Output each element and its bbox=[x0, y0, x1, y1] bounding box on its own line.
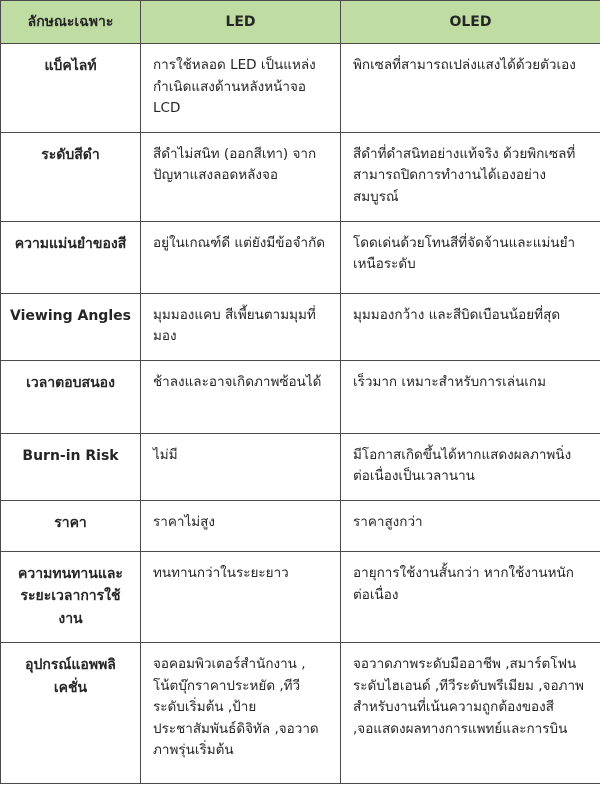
row-oled-cell: มุมมองกว้าง และสีบิดเบือนน้อยที่สุด bbox=[341, 293, 600, 360]
row-oled-cell: สีดำที่ดำสนิทอย่างแท้จริง ด้วยพิกเซลที่สามารถปิดการทำงานได้เองอย่างสมบูรณ์ bbox=[341, 132, 600, 221]
row-oled-cell: มีโอกาสเกิดขึ้นได้หากแสดงผลภาพนิ่งต่อเนื่องเป็นเวลานาน bbox=[341, 433, 600, 500]
row-led-cell: ราคาไม่สูง bbox=[141, 500, 341, 551]
table-row bbox=[1, 293, 600, 360]
row-oled-cell: โดดเด่นด้วยโทนสีที่จัดจ้านและแม่นยำเหนือระดับ bbox=[341, 221, 600, 293]
row-feature: Viewing Angles bbox=[1, 293, 141, 360]
table-row bbox=[1, 132, 600, 221]
table-row bbox=[1, 433, 600, 500]
table-row bbox=[1, 221, 600, 293]
row-led-cell: สีดำไม่สนิท (ออกสีเทา) จากปัญหาแสงลอดหลังจอ bbox=[141, 132, 341, 221]
header-row bbox=[1, 1, 600, 44]
row-feature: ราคา bbox=[1, 500, 141, 551]
header-oled: OLED bbox=[341, 1, 600, 44]
table-row bbox=[1, 360, 600, 433]
row-feature: เวลาตอบสนอง bbox=[1, 360, 141, 433]
table-row bbox=[1, 551, 600, 642]
row-led-cell: การใช้หลอด LED เป็นแหล่งกำเนิดแสงด้านหลังหน้าจอ LCD bbox=[141, 44, 341, 133]
row-led-cell: อยู่ในเกณฑ์ดี แต่ยังมีข้อจำกัด bbox=[141, 221, 341, 293]
row-feature: ความทนทานและระยะเวลาการใช้งาน bbox=[1, 551, 141, 642]
table-row bbox=[1, 643, 600, 784]
row-oled-cell: ราคาสูงกว่า bbox=[341, 500, 600, 551]
row-led-cell: มุมมองแคบ สีเพี้ยนตามมุมที่มอง bbox=[141, 293, 341, 360]
table-row bbox=[1, 500, 600, 551]
row-oled-cell: เร็วมาก เหมาะสำหรับการเล่นเกม bbox=[341, 360, 600, 433]
table-row bbox=[1, 44, 600, 133]
row-led-cell: จอคอมพิวเตอร์สำนักงาน , โน้ตบุ๊กราคาประหยัด ,ทีวีระดับเริ่มต้น ,ป้ายประชาสัมพันธ์ดิจิทัล ,จอวาดภาพรุ่นเริ่มต้น bbox=[141, 643, 341, 784]
row-oled-cell: อายุการใช้งานสั้นกว่า หากใช้งานหนักต่อเนื่อง bbox=[341, 551, 600, 642]
table-header bbox=[1, 1, 600, 44]
row-feature: Burn-in Risk bbox=[1, 433, 141, 500]
header-feature: ลักษณะเฉพาะ bbox=[1, 1, 141, 44]
row-led-cell: ช้าลงและอาจเกิดภาพซ้อนได้ bbox=[141, 360, 341, 433]
table-body bbox=[1, 44, 600, 784]
row-feature: ความแม่นยำของสี bbox=[1, 221, 141, 293]
header-led: LED bbox=[141, 1, 341, 44]
row-feature: แบ็คไลท์ bbox=[1, 44, 141, 133]
row-feature: ระดับสีดำ bbox=[1, 132, 141, 221]
row-oled-cell: จอวาดภาพระดับมืออาชีพ ,สมาร์ตโฟนระดับไฮเอนด์ ,ทีวีระดับพรีเมียม ,จอภาพสำหรับงานที่เน้นความถูกต้องของสี ,จอแสดงผลทางการแพทย์และการบิน bbox=[341, 643, 600, 784]
row-feature: อุปกรณ์แอพพลิเคชั่น bbox=[1, 643, 141, 784]
row-oled-cell: พิกเซลที่สามารถเปล่งแสงได้ด้วยตัวเอง bbox=[341, 44, 600, 133]
row-led-cell: ไม่มี bbox=[141, 433, 341, 500]
row-led-cell: ทนทานกว่าในระยะยาว bbox=[141, 551, 341, 642]
